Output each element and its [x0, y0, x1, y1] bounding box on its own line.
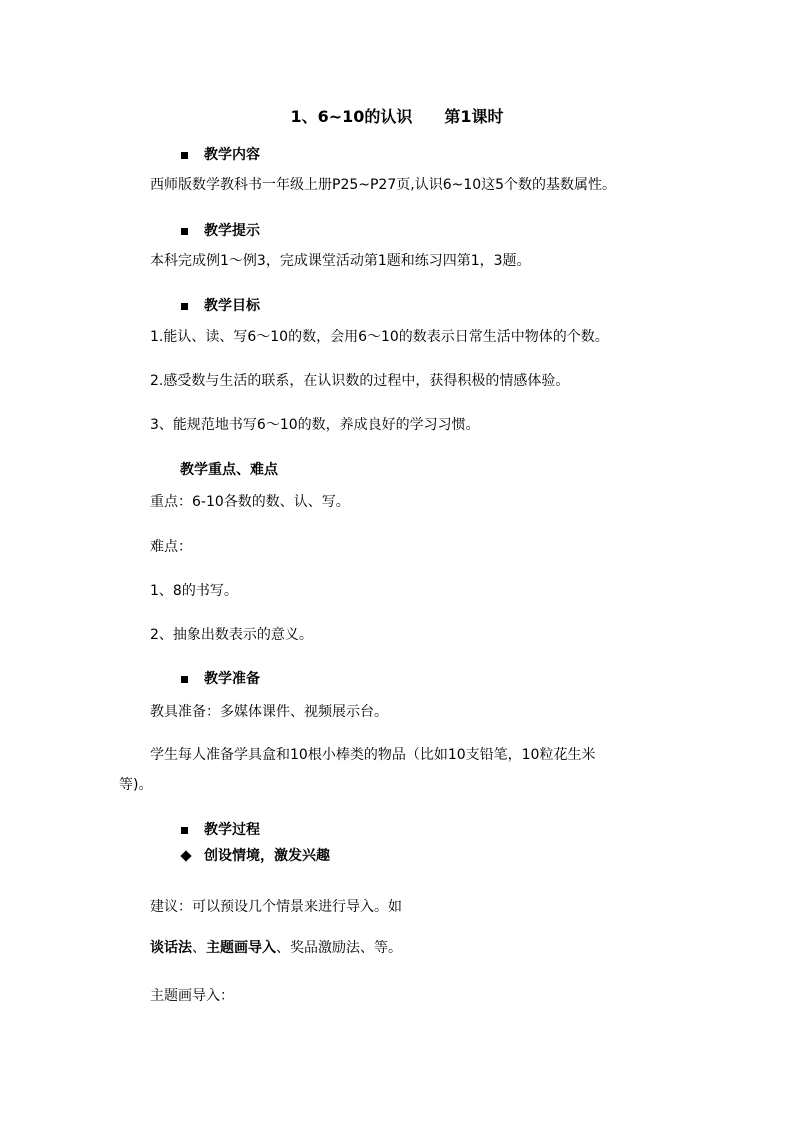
page-title: 1、6~10的认识 第1课时	[290, 107, 504, 126]
difficulty-item: 2、抽象出数表示的意义。	[150, 627, 313, 643]
section-heading-prep: 教学准备	[204, 671, 260, 687]
prep-student-text-continued: 等)。	[119, 777, 153, 793]
diamond-bullet-icon	[180, 850, 191, 861]
square-bullet-icon	[181, 303, 188, 310]
section-heading-content: 教学内容	[204, 147, 260, 163]
goal-item: 2.感受数与生活的联系，在认识数的过程中，获得积极的情感体验。	[150, 373, 570, 389]
square-bullet-icon	[181, 676, 188, 683]
focus-text: 重点：6-10各数的数、认、写。	[150, 494, 350, 510]
methods-line	[150, 939, 402, 957]
suggestion-text: 建议：可以预设几个情景来进行导入。如	[150, 899, 402, 915]
section-heading-goals: 教学目标	[204, 298, 260, 314]
method-separator: 、	[192, 940, 206, 956]
difficulty-item: 1、8的书写。	[150, 583, 238, 599]
method-theme-picture: 主题画导入	[206, 940, 276, 956]
prep-student-text: 学生每人准备学具盒和10根小棒类的物品（比如10支铅笔，10粒花生米	[150, 747, 596, 763]
goal-item: 1.能认、读、写6～10的数，会用6～10的数表示日常生活中物体的个数。	[150, 329, 609, 345]
hint-text: 本科完成例1～例3，完成课堂活动第1题和练习四第1，3题。	[150, 253, 531, 269]
prep-teacher-text: 教具准备：多媒体课件、视频展示台。	[150, 704, 388, 720]
methods-rest: 、奖品激励法、等。	[276, 940, 402, 956]
intro-text: 主题画导入：	[150, 988, 234, 1004]
section-heading-process: 教学过程	[204, 822, 260, 838]
square-bullet-icon	[181, 152, 188, 159]
difficulty-label: 难点：	[150, 539, 192, 555]
process-sub-heading: 创设情境，激发兴趣	[204, 848, 330, 864]
square-bullet-icon	[181, 827, 188, 834]
section-heading-hint: 教学提示	[204, 223, 260, 239]
method-talk: 谈话法	[150, 940, 192, 956]
content-text: 西师版数学教科书一年级上册P25~P27页,认识6~10这5个数的基数属性。	[150, 177, 617, 193]
square-bullet-icon	[181, 228, 188, 235]
section-heading-keypoints: 教学重点、难点	[180, 462, 278, 478]
goal-item: 3、能规范地书写6～10的数，养成良好的学习习惯。	[150, 417, 480, 433]
